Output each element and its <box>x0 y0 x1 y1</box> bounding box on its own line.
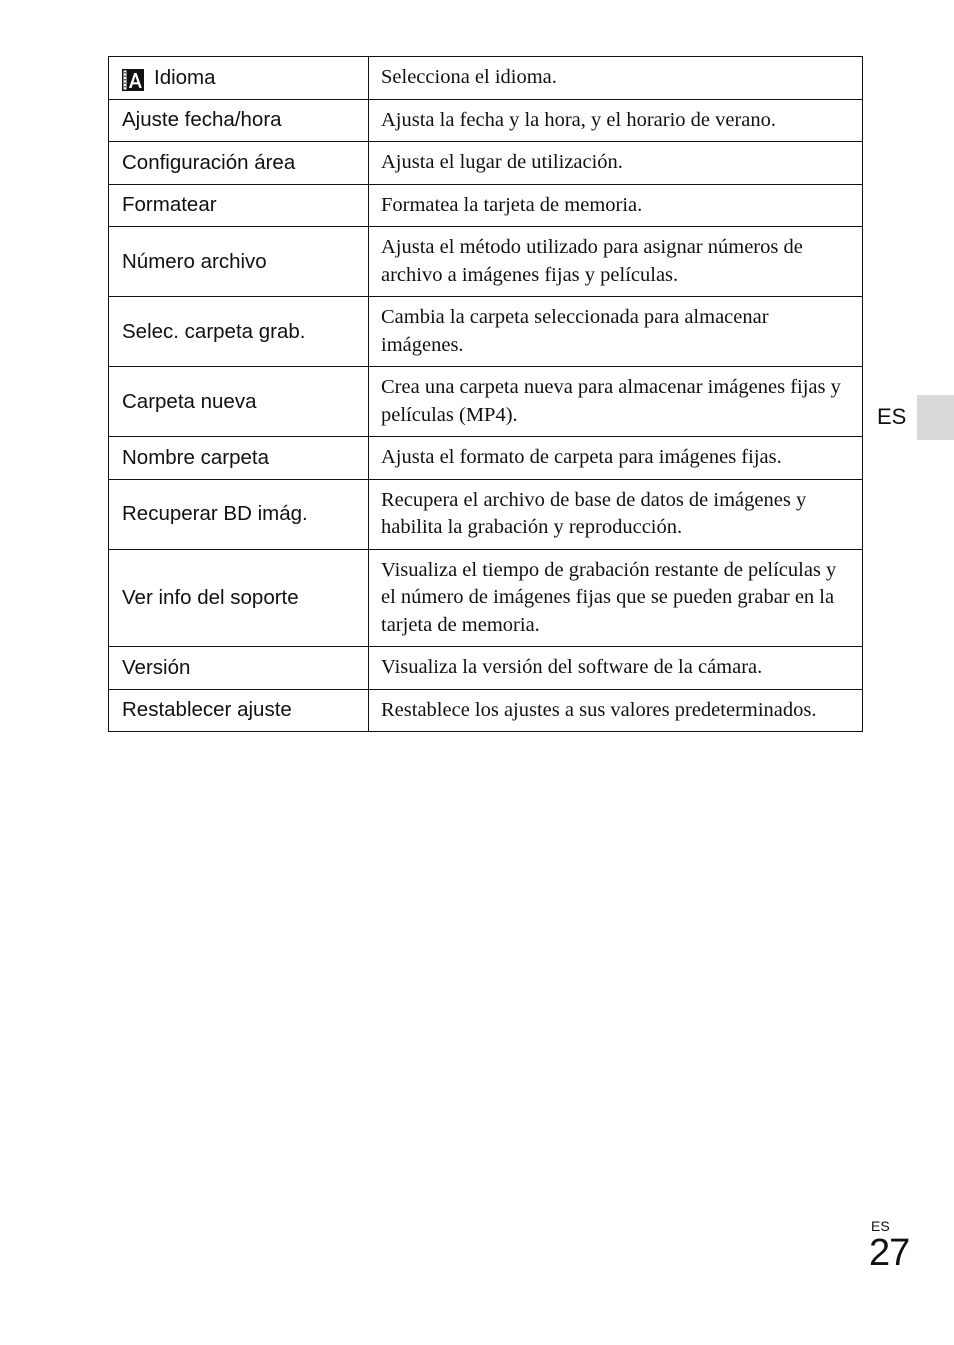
setting-name: Ver info del soporte <box>109 549 369 647</box>
setting-description: Formatea la tarjeta de memoria. <box>369 184 863 227</box>
table-row <box>109 367 863 437</box>
settings-table <box>108 56 863 732</box>
setting-description: Ajusta el formato de carpeta para imágenes fijas. <box>369 437 863 480</box>
setting-name: Ajuste fecha/hora <box>109 99 369 142</box>
setting-description: Recupera el archivo de base de datos de imágenes y habilita la grabación y reproducción. <box>369 479 863 549</box>
table-row <box>109 142 863 185</box>
setting-description: Visualiza el tiempo de grabación restante de películas y el número de imágenes fijas que se pueden grabar en la tarjeta de memoria. <box>369 549 863 647</box>
setting-name: Idioma <box>154 65 216 89</box>
table-row <box>109 57 863 100</box>
footer-language-code: ES <box>871 1218 890 1234</box>
table-row <box>109 689 863 732</box>
page-number: 27 <box>869 1232 910 1274</box>
setting-description: Selecciona el idioma. <box>369 57 863 100</box>
setting-name-cell <box>109 57 369 100</box>
setting-description: Ajusta el método utilizado para asignar números de archivo a imágenes fijas y películas. <box>369 227 863 297</box>
setting-description: Restablece los ajustes a sus valores predeterminados. <box>369 689 863 732</box>
setting-name: Configuración área <box>109 142 369 185</box>
table-row <box>109 99 863 142</box>
setting-description: Visualiza la versión del software de la cámara. <box>369 647 863 690</box>
setting-name: Número archivo <box>109 227 369 297</box>
language-side-label: ES <box>877 404 907 429</box>
setting-name: Versión <box>109 647 369 690</box>
setting-name: Selec. carpeta grab. <box>109 297 369 367</box>
setting-description: Ajusta la fecha y la hora, y el horario de verano. <box>369 99 863 142</box>
setting-description: Cambia la carpeta seleccionada para almacenar imágenes. <box>369 297 863 367</box>
setting-name: Carpeta nueva <box>109 367 369 437</box>
setting-description: Crea una carpeta nueva para almacenar imágenes fijas y películas (MP4). <box>369 367 863 437</box>
setting-name: Recuperar BD imág. <box>109 479 369 549</box>
table-row <box>109 297 863 367</box>
table-row <box>109 184 863 227</box>
table-row <box>109 549 863 647</box>
language-icon <box>122 69 144 91</box>
table-row <box>109 647 863 690</box>
table-row <box>109 479 863 549</box>
table-row <box>109 227 863 297</box>
setting-name: Restablecer ajuste <box>109 689 369 732</box>
table-row <box>109 437 863 480</box>
language-side-tab <box>917 395 954 440</box>
setting-description: Ajusta el lugar de utilización. <box>369 142 863 185</box>
setting-name: Nombre carpeta <box>109 437 369 480</box>
setting-name: Formatear <box>109 184 369 227</box>
